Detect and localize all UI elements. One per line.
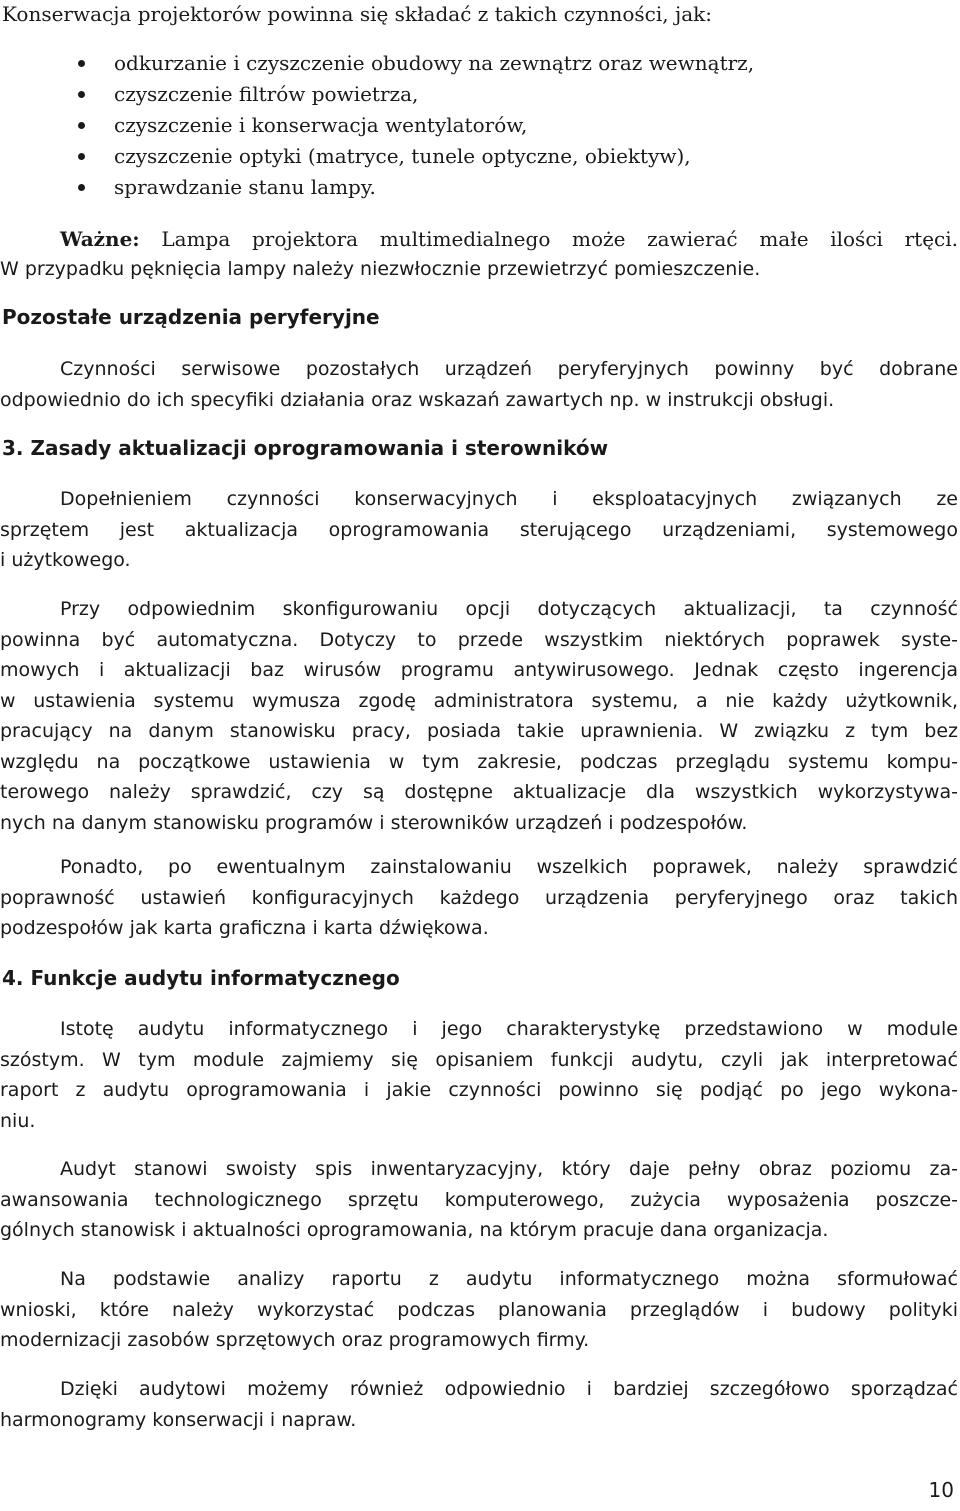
- bullet-icon: [78, 91, 85, 98]
- section-4-paragraph-3: Na podstawie analizy raportu z audytu informatycznego można sformułować wnioski, które należy wykorzystać podczas planowania przeglądów i budowy polityki modernizacji zasobów sprzętowych oraz programowych firmy.: [0, 1268, 958, 1351]
- list-item: czyszczenie optyki (matryce, tunele optyczne, obiektyw),: [0, 141, 754, 172]
- bullet-icon: [78, 184, 85, 191]
- bullet-icon: [78, 153, 85, 160]
- bullet-icon: [78, 60, 85, 67]
- list-item: sprawdzanie stanu lampy.: [0, 172, 754, 203]
- section-4-paragraph-2: Audyt stanowi swoisty spis inwentaryzacyjny, który daje pełny obraz poziomu za- awansowania technologicznego sprzętu komputerowego, zużycia wyposażenia poszcze- gólnych stanowisk i aktualności oprogramowania, na którym pracuje dana organizacja.: [0, 1158, 958, 1241]
- list-item: czyszczenie i konserwacja wentylatorów,: [0, 110, 754, 141]
- warning-note: [0, 224, 958, 284]
- list-item: czyszczenie filtrów powietrza,: [0, 79, 754, 110]
- section-3-paragraph-2: Przy odpowiednim skonfigurowaniu opcji dotyczących aktualizacji, ta czynność powinna być automatyczna. Dotyczy to przede wszystkim niektórych poprawek syste- mowych i aktualizacji baz wirusów programu antywirusowego. Jednak często ingerencja w ustawienia systemu wymusza zgodę administratora systemu, a nie każdy użytkownik, pracujący na danym stanowisku pracy, posiada takie uprawnienia. W związku z tym bez względu na początkowe ustawienia w tym zakresie, podczas przeglądu systemu kompu- terowego należy sprawdzić, czy są dostępne aktualizacje dla wszystkich wykorzystywa- nych na danym stanowisku programów i sterowników urządzeń i podzespołów.: [0, 598, 958, 834]
- section-3-heading: 3. Zasady aktualizacji oprogramowania i sterowników: [2, 436, 609, 460]
- warning-line-2: W przypadku pęknięcia lampy należy niezwłocznie przewietrzyć pomieszczenie.: [0, 258, 761, 280]
- warning-label: Ważne:: [60, 227, 140, 251]
- section-4-heading: 4. Funkcje audytu informatycznego: [2, 966, 400, 990]
- page-number: 10: [928, 1478, 954, 1502]
- section-4-paragraph-1: Istotę audytu informatycznego i jego charakterystykę przedstawiono w module szóstym. W tym module zajmiemy się opisaniem funkcji audytu, czyli jak interpretować raport z audytu oprogramowania i jakie czynności powinno się podjąć po jego wykona- niu.: [0, 1018, 958, 1132]
- section-3-paragraph-1: Dopełnieniem czynności konserwacyjnych i eksploatacyjnych związanych ze sprzętem jest aktualizacja oprogramowania sterującego urządzeniami, systemowego i użytkowego.: [0, 488, 958, 571]
- bullet-icon: [78, 122, 85, 129]
- peripherals-paragraph: Czynności serwisowe pozostałych urządzeń peryferyjnych powinny być dobrane odpowiednio do ich specyfiki działania oraz wskazań zawartych np. w instrukcji obsługi.: [0, 358, 958, 411]
- intro-text: Konserwacja projektorów powinna się składać z takich czynności, jak:: [2, 2, 712, 26]
- peripherals-heading: Pozostałe urządzenia peryferyjne: [2, 305, 380, 329]
- maintenance-list: [0, 48, 754, 203]
- list-item: odkurzanie i czyszczenie obudowy na zewnątrz oraz wewnątrz,: [0, 48, 754, 79]
- section-4-paragraph-4: Dzięki audytowi możemy również odpowiednio i bardziej szczegółowo sporządzać harmonogramy konserwacji i napraw.: [0, 1378, 958, 1431]
- section-3-paragraph-3: Ponadto, po ewentualnym zainstalowaniu wszelkich poprawek, należy sprawdzić poprawność ustawień konfiguracyjnych każdego urządzenia peryferyjnego oraz takich podzespołów jak karta graficzna i karta dźwiękowa.: [0, 856, 958, 939]
- warning-line-1: Ważne: Lampa projektora multimedialnego może zawierać małe ilości rtęci.: [60, 227, 959, 251]
